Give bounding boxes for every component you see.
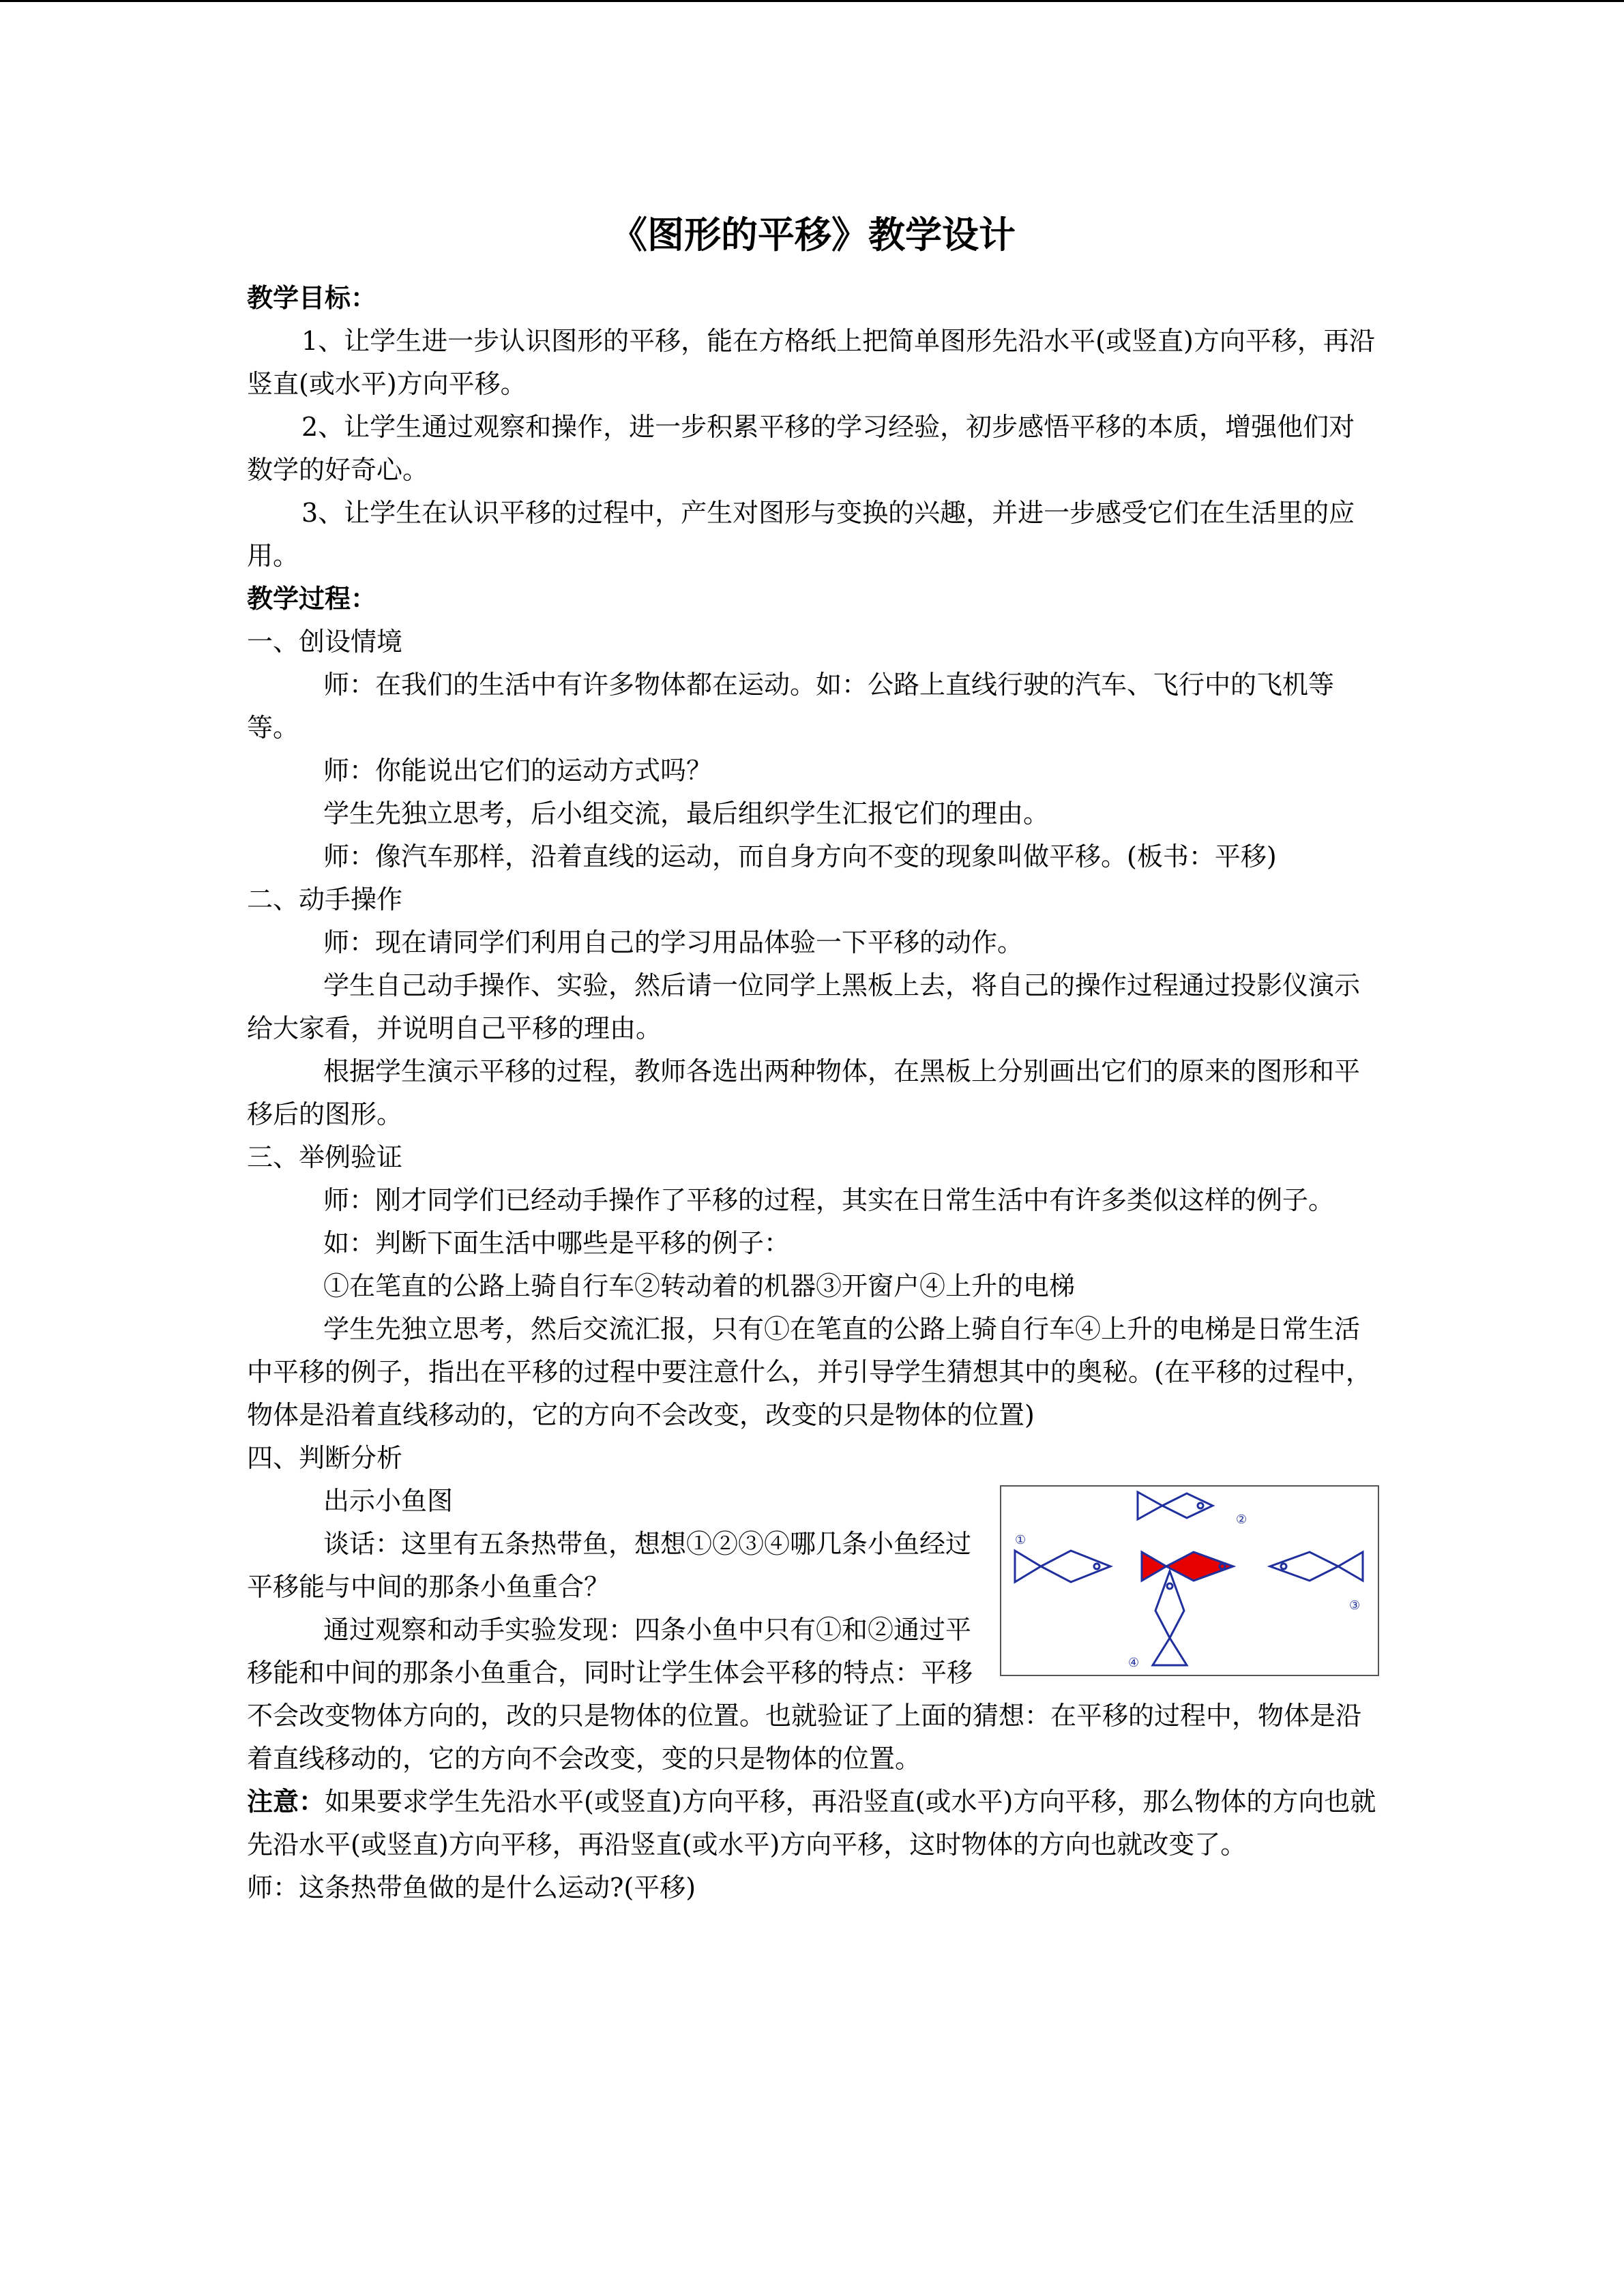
fish-2 — [1138, 1492, 1213, 1519]
document-title: 《图形的平移》教学设计 — [610, 213, 1016, 256]
closing-question: 师：这条热带鱼做的是什么运动?(平移) — [247, 1873, 696, 1903]
section-3-title: 三、举例验证 — [247, 1142, 403, 1172]
fish-2-label: ② — [1236, 1512, 1247, 1527]
note-label: 注意： — [247, 1787, 325, 1817]
section-1-title: 一、创设情境 — [247, 627, 403, 657]
process-heading: 教学过程： — [247, 584, 377, 614]
section-4-paragraph: 谈话：这里有五条热带鱼，想想①②③④哪几条小鱼经过平移能与中间的那条小鱼重合？ — [247, 1529, 972, 1602]
section-4-paragraph: 出示小鱼图 — [323, 1486, 454, 1516]
section-2-paragraph: 师：现在请同学们利用自己的学习用品体验一下平移的动作。 — [323, 927, 1024, 957]
fish-1-label: ① — [1015, 1533, 1027, 1547]
section-1-paragraph: 学生先独立思考，后小组交流，最后组织学生汇报它们的理由。 — [323, 799, 1050, 829]
section-3-paragraph: 如：判断下面生活中哪些是平移的例子： — [323, 1228, 791, 1258]
section-3-paragraph: 师：刚才同学们已经动手操作了平移的过程，其实在日常生活中有许多类似这样的例子。 — [323, 1185, 1335, 1215]
goals-heading: 教学目标： — [247, 283, 377, 313]
section-4-paragraph: 通过观察和动手实验发现：四条小鱼中只有①和②通过平移能和中间的那条小鱼重合，同时让学生体会平移的特点：平移不会改变物体方向的，改的只是物体的位置。也就验证了上面的猜想：在平移的过程中，物体是沿着直线移动的，它的方向不会改变，变的只是物体的位置。 — [247, 1615, 1362, 1774]
section-2-title: 二、动手操作 — [247, 884, 403, 914]
section-1-paragraph: 师：像汽车那样，沿着直线的运动，而自身方向不变的现象叫做平移。(板书：平移) — [323, 841, 1277, 871]
section-1-paragraph: 师：你能说出它们的运动方式吗？ — [323, 756, 713, 786]
section-2-paragraph: 学生自己动手操作、实验，然后请一位同学上黑板上去，将自己的操作过程通过投影仪演示给大家看，并说明自己平移的理由。 — [247, 970, 1361, 1043]
section-2-paragraph: 根据学生演示平移的过程，教师各选出两种物体，在黑板上分别画出它们的原来的图形和平移后的图形。 — [247, 1056, 1361, 1129]
section-3-paragraph: ①在笔直的公路上骑自行车②转动着的机器③开窗户④上升的电梯 — [323, 1271, 1076, 1301]
goal-item-2: 2、让学生通过观察和操作，进一步积累平移的学习经验，初步感悟平移的本质，增强他们对数学的好奇心。 — [247, 412, 1355, 485]
fish-3 — [1270, 1552, 1363, 1581]
top-border-line — [0, 0, 1624, 2]
fish-figure — [1000, 1485, 1379, 1676]
section-1-paragraph: 师：在我们的生活中有许多物体都在运动。如：公路上直线行驶的汽车、飞行中的飞机等等。 — [247, 670, 1335, 743]
section-3-paragraph: 学生先独立思考，然后交流汇报，只有①在笔直的公路上骑自行车④上升的电梯是日常生活中平移的例子，指出在平移的过程中要注意什么，并引导学生猜想其中的奥秘。(在平移的过程中，物体是沿着直线移动的，它的方向不会改变，改变的只是物体的位置) — [247, 1314, 1372, 1430]
center-fish — [1142, 1552, 1233, 1581]
note-paragraph — [247, 1780, 1379, 1866]
fish-diagram — [1001, 1487, 1378, 1675]
fish-4-label: ④ — [1128, 1656, 1140, 1670]
section-4-title: 四、判断分析 — [247, 1443, 403, 1473]
goal-item-1: 1、让学生进一步认识图形的平移，能在方格纸上把简单图形先沿水平(或竖直)方向平移，再沿竖直(或水平)方向平移。 — [247, 326, 1375, 399]
fish-4 — [1153, 1571, 1187, 1665]
goal-item-3: 3、让学生在认识平移的过程中，产生对图形与变换的兴趣，并进一步感受它们在生活里的应用。 — [247, 498, 1355, 571]
fish-1 — [1015, 1551, 1110, 1582]
fish-3-label: ③ — [1349, 1598, 1361, 1613]
document-page — [247, 205, 1379, 1909]
note-text: 如果要求学生先沿水平(或竖直)方向平移，再沿竖直(或水平)方向平移，那么物体的方向也就先沿水平(或竖直)方向平移，再沿竖直(或水平)方向平移，这时物体的方向也就改变了。 — [247, 1787, 1376, 1860]
